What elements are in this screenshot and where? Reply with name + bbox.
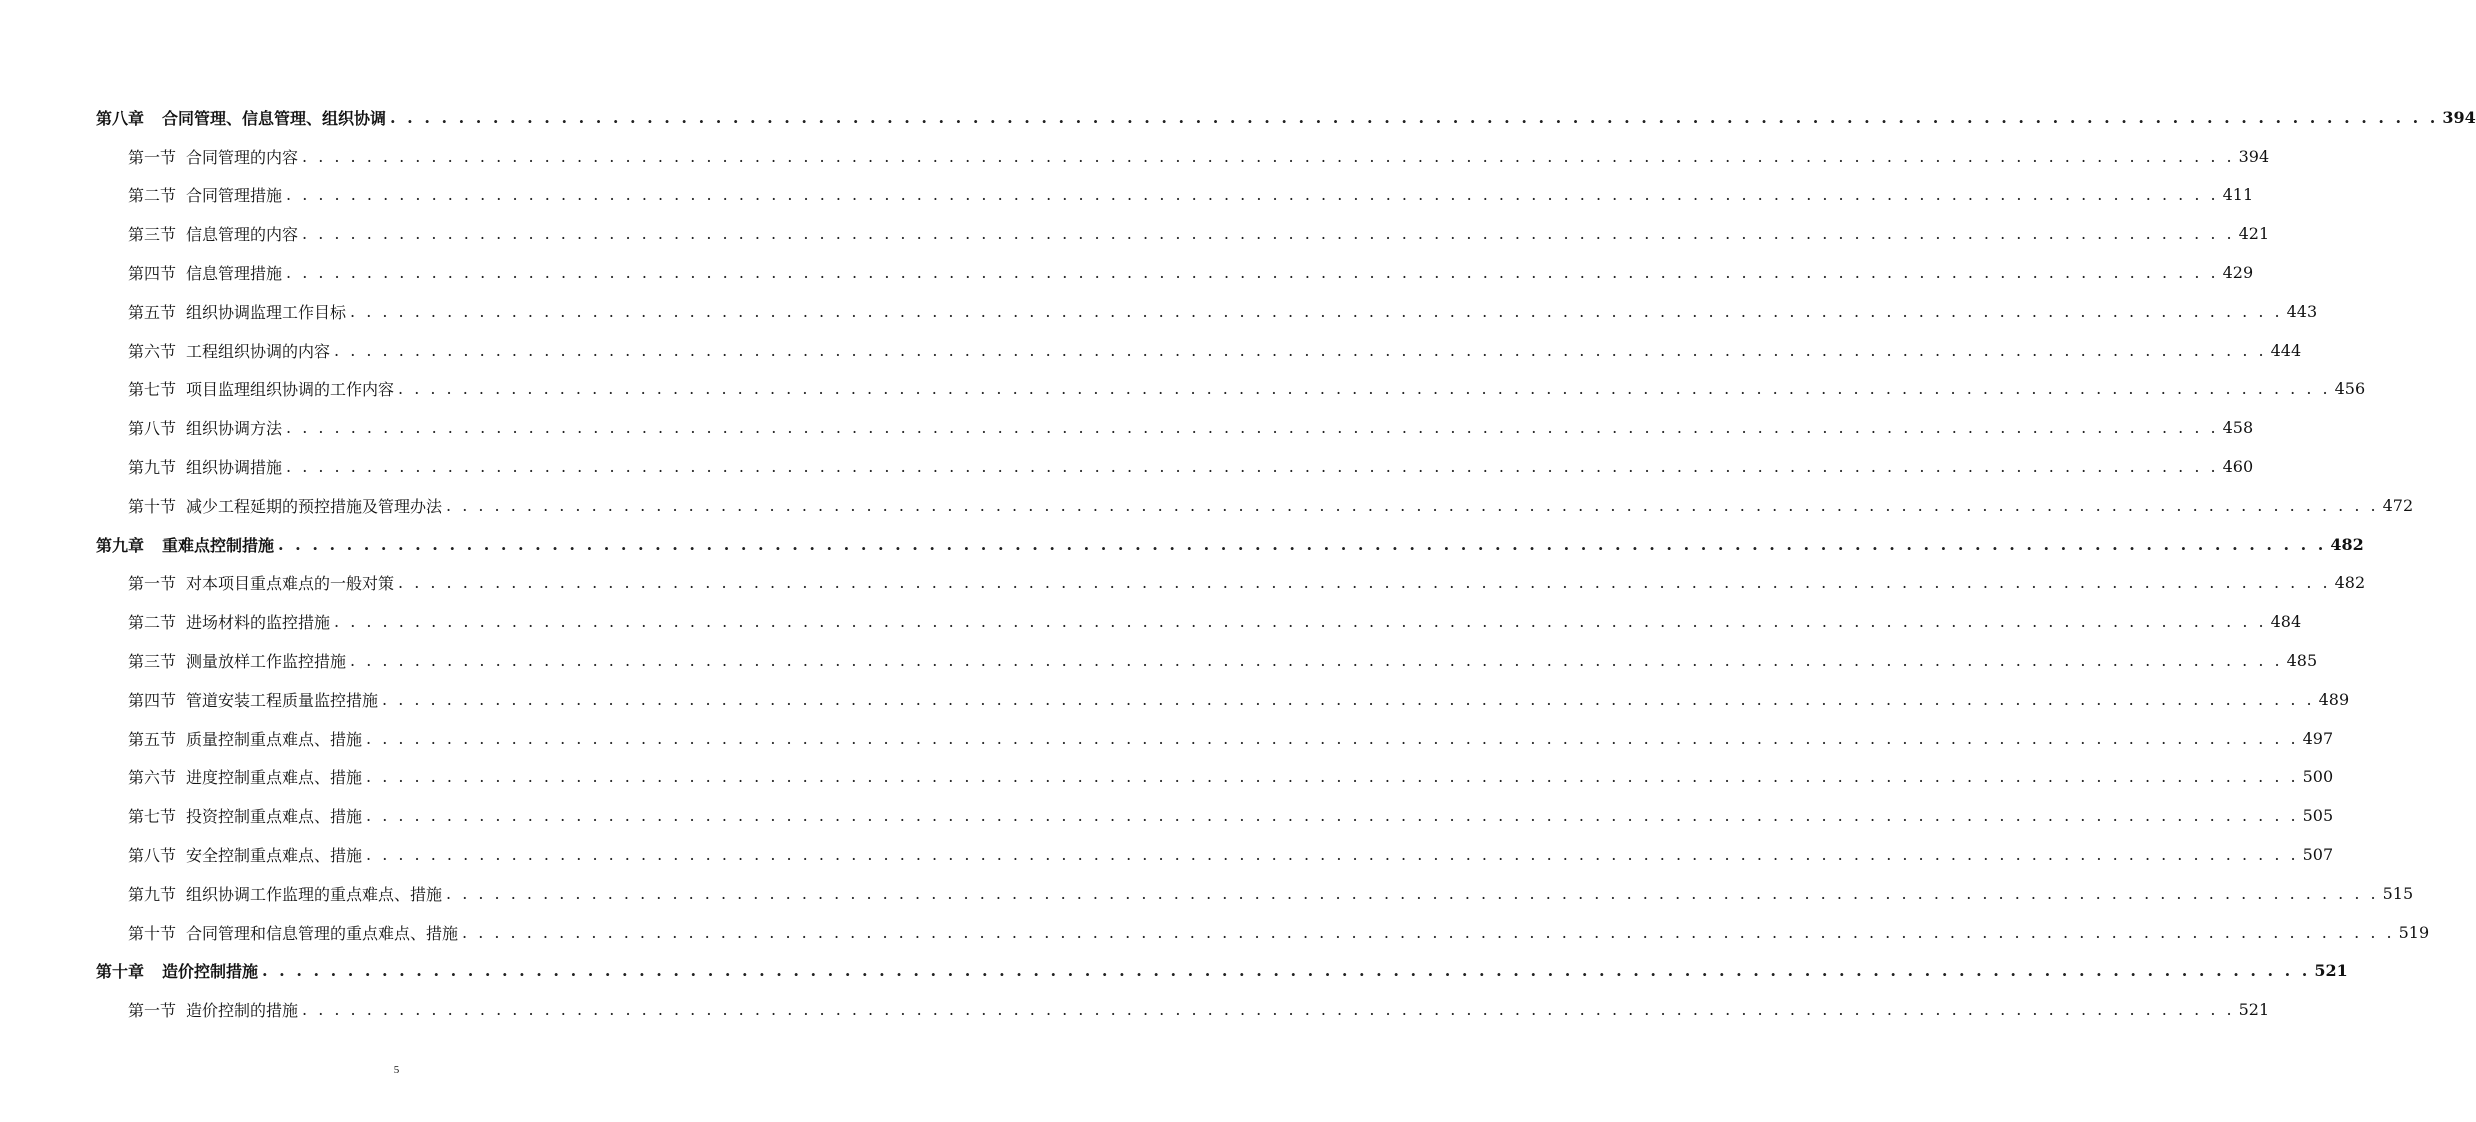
toc-entry-label [128,921,458,944]
toc-entry-number: 第八节 [128,846,177,866]
toc-entry-label [128,649,346,672]
dot-leader: . . . . . . . . . . . . . . . . . . . . . . . . . . . . . . . . . . . . . . . . . . . . . . . . . . . . . . . . . . . . . . . . . . . . . . . . . . . . . . . . . . . . . . . . . . . . . . . . . . . . . . . . . . . . . . . . . . . . . . . . [334,612,2267,632]
toc-entry-number: 第九章 [96,535,145,555]
dot-leader: . . . . . . . . . . . . . . . . . . . . . . . . . . . . . . . . . . . . . . . . . . . . . . . . . . . . . . . . . . . . . . . . . . . . . . . . . . . . . . . . . . . . . . . . . . . . . . . . . . . . . . . . . . . . . . . . . . . . . . . . [390,107,2439,127]
toc-entry-label [128,765,362,788]
toc-section-entry[interactable] [0,719,2334,758]
toc-entry-page: 482 [2330,534,2364,554]
toc-entry-page: 515 [2382,883,2414,903]
toc-section-entry[interactable] [0,874,2414,913]
toc-section-entry[interactable] [0,447,2254,486]
toc-entry-title: 重难点控制措施 [162,535,275,555]
dot-leader: . . . . . . . . . . . . . . . . . . . . . . . . . . . . . . . . . . . . . . . . . . . . . . . . . . . . . . . . . . . . . . . . . . . . . . . . . . . . . . . . . . . . . . . . . . . . . . . . . . . . . . . . . . . . . . . . . . . . . . . . [382,689,2315,709]
toc-entry-label [128,183,282,206]
toc-section-entry[interactable] [0,486,2414,525]
toc-entry-page: 411 [2222,185,2254,205]
toc-entry-label [128,222,298,245]
dot-leader: . . . . . . . . . . . . . . . . . . . . . . . . . . . . . . . . . . . . . . . . . . . . . . . . . . . . . . . . . . . . . . . . . . . . . . . . . . . . . . . . . . . . . . . . . . . . . . . . . . . . . . . . . . . . . . . . . . . . . . . . [446,495,2379,515]
toc-entry-page: 519 [2398,922,2430,942]
toc-entry-page: 484 [2270,612,2302,632]
dot-leader: . . . . . . . . . . . . . . . . . . . . . . . . . . . . . . . . . . . . . . . . . . . . . . . . . . . . . . . . . . . . . . . . . . . . . . . . . . . . . . . . . . . . . . . . . . . . . . . . . . . . . . . . . . . . . . . . . . . . . . . . [286,457,2219,477]
toc-entry-page: 497 [2302,728,2334,748]
toc-entry-title: 组织协调工作监理的重点难点、措施 [186,884,443,904]
dot-leader: . . . . . . . . . . . . . . . . . . . . . . . . . . . . . . . . . . . . . . . . . . . . . . . . . . . . . . . . . . . . . . . . . . . . . . . . . . . . . . . . . . . . . . . . . . . . . . . . . . . . . . . . . . . . . . . . . . . . . . . . [302,224,2235,244]
page-number: 5 [393,1064,400,1076]
toc-section-entry[interactable] [0,796,2334,835]
toc-entry-label [128,261,282,284]
toc-entry-number: 第二节 [128,613,177,633]
toc-entry-label [128,455,282,478]
toc-entry-page: 394 [2442,107,2476,127]
toc-entry-number: 第十节 [128,923,177,943]
toc-entry-title: 信息管理措施 [186,264,283,284]
dot-leader: . . . . . . . . . . . . . . . . . . . . . . . . . . . . . . . . . . . . . . . . . . . . . . . . . . . . . . . . . . . . . . . . . . . . . . . . . . . . . . . . . . . . . . . . . . . . . . . . . . . . . . . . . . . . . . . . . . . . . . . . [366,806,2299,826]
toc-entry-page: 489 [2318,689,2350,709]
toc-entry-page: 472 [2382,495,2414,515]
toc-entry-label [128,804,362,827]
dot-leader: . . . . . . . . . . . . . . . . . . . . . . . . . . . . . . . . . . . . . . . . . . . . . . . . . . . . . . . . . . . . . . . . . . . . . . . . . . . . . . . . . . . . . . . . . . . . . . . . . . . . . . . . . . . . . . . . . . . . . . . . [278,534,2327,554]
table-of-contents [0,98,2476,1029]
dot-leader: . . . . . . . . . . . . . . . . . . . . . . . . . . . . . . . . . . . . . . . . . . . . . . . . . . . . . . . . . . . . . . . . . . . . . . . . . . . . . . . . . . . . . . . . . . . . . . . . . . . . . . . . . . . . . . . . . . . . . . . . [350,651,2283,671]
toc-entry-number: 第九节 [128,884,177,904]
toc-entry-number: 第三节 [128,225,177,245]
toc-section-entry[interactable] [0,253,2254,292]
toc-entry-page: 443 [2286,301,2318,321]
toc-chapter-entry[interactable] [0,952,2348,991]
toc-entry-label [128,339,330,362]
toc-entry-title: 对本项目重点难点的一般对策 [186,574,395,594]
toc-entry-label [128,610,330,633]
toc-entry-label [96,106,386,129]
toc-entry-page: 421 [2238,224,2270,244]
toc-entry-page: 521 [2314,961,2348,981]
toc-section-entry[interactable] [0,913,2430,952]
toc-entry-number: 第四节 [128,264,177,284]
toc-entry-label [128,571,394,594]
toc-entry-label [128,145,298,168]
toc-entry-title: 合同管理措施 [186,186,283,206]
toc-entry-title: 造价控制措施 [162,962,259,982]
toc-entry-page: 394 [2238,146,2270,166]
toc-entry-page: 521 [2238,1000,2270,1020]
dot-leader: . . . . . . . . . . . . . . . . . . . . . . . . . . . . . . . . . . . . . . . . . . . . . . . . . . . . . . . . . . . . . . . . . . . . . . . . . . . . . . . . . . . . . . . . . . . . . . . . . . . . . . . . . . . . . . . . . . . . . . . . [366,767,2299,787]
dot-leader: . . . . . . . . . . . . . . . . . . . . . . . . . . . . . . . . . . . . . . . . . . . . . . . . . . . . . . . . . . . . . . . . . . . . . . . . . . . . . . . . . . . . . . . . . . . . . . . . . . . . . . . . . . . . . . . . . . . . . . . . [366,845,2299,865]
toc-entry-label [128,494,442,517]
dot-leader: . . . . . . . . . . . . . . . . . . . . . . . . . . . . . . . . . . . . . . . . . . . . . . . . . . . . . . . . . . . . . . . . . . . . . . . . . . . . . . . . . . . . . . . . . . . . . . . . . . . . . . . . . . . . . . . . . . . . . . . . [286,185,2219,205]
toc-entry-label [96,533,274,556]
toc-entry-title: 测量放样工作监控措施 [186,652,347,672]
toc-entry-number: 第六节 [128,341,177,361]
toc-section-entry[interactable] [0,331,2302,370]
toc-entry-title: 信息管理的内容 [186,225,299,245]
toc-section-entry[interactable] [0,137,2270,176]
toc-entry-title: 管道安装工程质量监控措施 [186,690,379,710]
toc-entry-number: 第一节 [128,147,177,167]
toc-entry-page: 500 [2302,767,2334,787]
toc-section-entry[interactable] [0,680,2350,719]
toc-entry-title: 项目监理组织协调的工作内容 [186,380,395,400]
toc-entry-title: 合同管理和信息管理的重点难点、措施 [186,923,459,943]
toc-entry-page: 505 [2302,806,2334,826]
toc-entry-page: 444 [2270,340,2302,360]
toc-entry-number: 第一节 [128,574,177,594]
toc-entry-number: 第七节 [128,380,177,400]
dot-leader: . . . . . . . . . . . . . . . . . . . . . . . . . . . . . . . . . . . . . . . . . . . . . . . . . . . . . . . . . . . . . . . . . . . . . . . . . . . . . . . . . . . . . . . . . . . . . . . . . . . . . . . . . . . . . . . . . . . . . . . . [262,961,2311,981]
dot-leader: . . . . . . . . . . . . . . . . . . . . . . . . . . . . . . . . . . . . . . . . . . . . . . . . . . . . . . . . . . . . . . . . . . . . . . . . . . . . . . . . . . . . . . . . . . . . . . . . . . . . . . . . . . . . . . . . . . . . . . . . [334,340,2267,360]
toc-entry-page: 460 [2222,457,2254,477]
toc-entry-number: 第九节 [128,458,177,478]
toc-section-entry[interactable] [0,641,2318,680]
toc-entry-title: 组织协调措施 [186,458,283,478]
toc-entry-number: 第七节 [128,807,177,827]
toc-entry-label [96,959,258,982]
toc-entry-number: 第五节 [128,729,177,749]
toc-entry-label [128,727,362,750]
toc-entry-title: 合同管理的内容 [186,147,299,167]
toc-entry-number: 第四节 [128,690,177,710]
toc-section-entry[interactable] [0,602,2302,641]
toc-entry-page: 429 [2222,263,2254,283]
toc-entry-title: 安全控制重点难点、措施 [186,846,363,866]
toc-entry-number: 第二节 [128,186,177,206]
dot-leader: . . . . . . . . . . . . . . . . . . . . . . . . . . . . . . . . . . . . . . . . . . . . . . . . . . . . . . . . . . . . . . . . . . . . . . . . . . . . . . . . . . . . . . . . . . . . . . . . . . . . . . . . . . . . . . . . . . . . . . . . [462,922,2395,942]
dot-leader: . . . . . . . . . . . . . . . . . . . . . . . . . . . . . . . . . . . . . . . . . . . . . . . . . . . . . . . . . . . . . . . . . . . . . . . . . . . . . . . . . . . . . . . . . . . . . . . . . . . . . . . . . . . . . . . . . . . . . . . . [286,418,2219,438]
toc-entry-page: 458 [2222,418,2254,438]
toc-section-entry[interactable] [0,990,2270,1029]
toc-entry-title: 进场材料的监控措施 [186,613,331,633]
dot-leader: . . . . . . . . . . . . . . . . . . . . . . . . . . . . . . . . . . . . . . . . . . . . . . . . . . . . . . . . . . . . . . . . . . . . . . . . . . . . . . . . . . . . . . . . . . . . . . . . . . . . . . . . . . . . . . . . . . . . . . . . [302,146,2235,166]
dot-leader: . . . . . . . . . . . . . . . . . . . . . . . . . . . . . . . . . . . . . . . . . . . . . . . . . . . . . . . . . . . . . . . . . . . . . . . . . . . . . . . . . . . . . . . . . . . . . . . . . . . . . . . . . . . . . . . . . . . . . . . . [398,379,2331,399]
toc-entry-title: 组织协调监理工作目标 [186,302,347,322]
dot-leader: . . . . . . . . . . . . . . . . . . . . . . . . . . . . . . . . . . . . . . . . . . . . . . . . . . . . . . . . . . . . . . . . . . . . . . . . . . . . . . . . . . . . . . . . . . . . . . . . . . . . . . . . . . . . . . . . . . . . . . . . [286,263,2219,283]
toc-entry-label [128,882,442,905]
toc-entry-label [128,998,298,1021]
toc-section-entry[interactable] [0,292,2318,331]
toc-entry-page: 507 [2302,845,2334,865]
toc-entry-number: 第六节 [128,768,177,788]
toc-entry-label [128,416,282,439]
dot-leader: . . . . . . . . . . . . . . . . . . . . . . . . . . . . . . . . . . . . . . . . . . . . . . . . . . . . . . . . . . . . . . . . . . . . . . . . . . . . . . . . . . . . . . . . . . . . . . . . . . . . . . . . . . . . . . . . . . . . . . . . [302,1000,2235,1020]
toc-entry-number: 第三节 [128,652,177,672]
toc-entry-label [128,688,378,711]
toc-section-entry[interactable] [0,835,2334,874]
toc-entry-number: 第五节 [128,302,177,322]
toc-entry-number: 第八章 [96,108,145,128]
toc-entry-page: 485 [2286,651,2318,671]
toc-entry-number: 第十章 [96,962,145,982]
toc-entry-number: 第八节 [128,419,177,439]
toc-entry-number: 第一节 [128,1001,177,1021]
dot-leader: . . . . . . . . . . . . . . . . . . . . . . . . . . . . . . . . . . . . . . . . . . . . . . . . . . . . . . . . . . . . . . . . . . . . . . . . . . . . . . . . . . . . . . . . . . . . . . . . . . . . . . . . . . . . . . . . . . . . . . . . [366,728,2299,748]
toc-entry-title: 合同管理、信息管理、组织协调 [162,108,387,128]
toc-entry-title: 减少工程延期的预控措施及管理办法 [186,496,443,516]
toc-entry-title: 组织协调方法 [186,419,283,439]
toc-section-entry[interactable] [0,214,2270,253]
toc-entry-title: 投资控制重点难点、措施 [186,807,363,827]
toc-entry-title: 质量控制重点难点、措施 [186,729,363,749]
dot-leader: . . . . . . . . . . . . . . . . . . . . . . . . . . . . . . . . . . . . . . . . . . . . . . . . . . . . . . . . . . . . . . . . . . . . . . . . . . . . . . . . . . . . . . . . . . . . . . . . . . . . . . . . . . . . . . . . . . . . . . . . [350,301,2283,321]
toc-chapter-entry[interactable] [0,98,2476,137]
toc-entry-page: 456 [2334,379,2366,399]
toc-entry-title: 工程组织协调的内容 [186,341,331,361]
toc-entry-title: 进度控制重点难点、措施 [186,768,363,788]
toc-entry-title: 造价控制的措施 [186,1001,299,1021]
toc-entry-number: 第十节 [128,496,177,516]
toc-section-entry[interactable] [0,176,2254,215]
dot-leader: . . . . . . . . . . . . . . . . . . . . . . . . . . . . . . . . . . . . . . . . . . . . . . . . . . . . . . . . . . . . . . . . . . . . . . . . . . . . . . . . . . . . . . . . . . . . . . . . . . . . . . . . . . . . . . . . . . . . . . . . [398,573,2331,593]
toc-entry-label [128,300,346,323]
dot-leader: . . . . . . . . . . . . . . . . . . . . . . . . . . . . . . . . . . . . . . . . . . . . . . . . . . . . . . . . . . . . . . . . . . . . . . . . . . . . . . . . . . . . . . . . . . . . . . . . . . . . . . . . . . . . . . . . . . . . . . . . [446,883,2379,903]
toc-section-entry[interactable] [0,370,2366,409]
toc-section-entry[interactable] [0,408,2254,447]
toc-entry-label [128,377,394,400]
toc-section-entry[interactable] [0,758,2334,797]
toc-entry-label [128,843,362,866]
toc-chapter-entry[interactable] [0,525,2364,564]
toc-entry-page: 482 [2334,573,2366,593]
toc-section-entry[interactable] [0,564,2366,603]
